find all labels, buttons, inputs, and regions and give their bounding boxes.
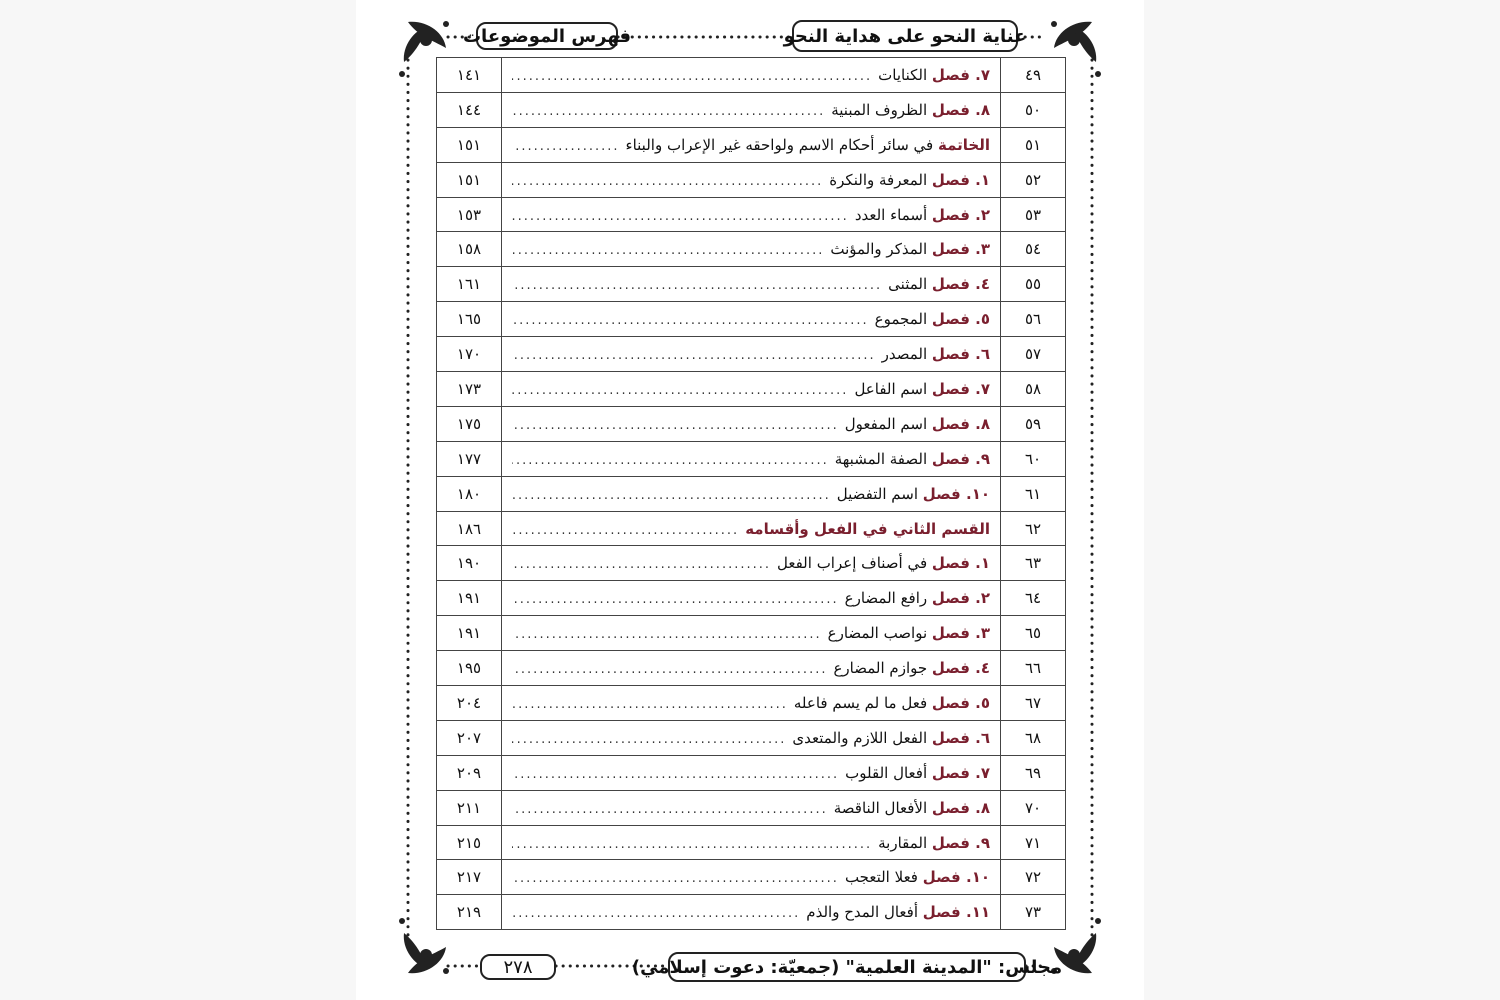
- toc-entry-label: ٥. فصل: [931, 310, 990, 329]
- toc-serial-number: ٥٢: [1001, 162, 1066, 197]
- dot-leader: [512, 732, 786, 747]
- toc-entry-text: المقاربة: [878, 833, 928, 852]
- toc-entry-text: الصفة المشبهة: [834, 449, 928, 468]
- toc-entry-text: فعل ما لم يسم فاعله: [793, 693, 928, 712]
- toc-entry-text: المثنى: [888, 275, 928, 294]
- toc-page-number: ١٨٦: [437, 511, 502, 546]
- toc-page-number: ١٦٥: [437, 302, 502, 337]
- toc-serial-number: ٥١: [1001, 127, 1066, 162]
- toc-serial-number: ٥٨: [1001, 372, 1066, 407]
- toc-page-number: ١٩١: [437, 581, 502, 616]
- toc-serial-number: ٦٠: [1001, 441, 1066, 476]
- toc-row: [437, 720, 1066, 755]
- toc-entry-label: ١٠. فصل: [922, 484, 990, 503]
- section-title: فهرس الموضوعات: [462, 25, 632, 47]
- toc-entry: [502, 546, 1001, 581]
- toc-row: [437, 92, 1066, 127]
- toc-entry: [502, 651, 1001, 686]
- toc-row: [437, 616, 1066, 651]
- dot-leader: [512, 278, 882, 293]
- book-title: عناية النحو على هداية النحو: [783, 25, 1027, 47]
- dot-leader: [512, 837, 872, 852]
- toc-page-number: ٢١٧: [437, 860, 502, 895]
- toc-entry-text: الكنايات: [878, 65, 928, 84]
- toc-row: [437, 302, 1066, 337]
- dot-leader: [512, 69, 872, 84]
- toc-page-number: ٢١١: [437, 790, 502, 825]
- toc-page-number: ١٤١: [437, 58, 502, 93]
- toc-row: [437, 127, 1066, 162]
- toc-serial-number: ٧١: [1001, 825, 1066, 860]
- dot-leader: [512, 662, 827, 677]
- toc-page-number: ١٧٥: [437, 406, 502, 441]
- toc-serial-number: ٦٨: [1001, 720, 1066, 755]
- page-number: ٢٧٨: [503, 956, 533, 978]
- toc-entry-label: ٦. فصل: [931, 728, 990, 747]
- toc-entry: [502, 860, 1001, 895]
- toc-row: [437, 162, 1066, 197]
- toc-entry: [502, 790, 1001, 825]
- toc-page-number: ١٨٠: [437, 476, 502, 511]
- toc-entry-label: ١. فصل: [931, 170, 990, 189]
- toc-row: [437, 441, 1066, 476]
- toc-entry: [502, 511, 1001, 546]
- toc-entry: [502, 372, 1001, 407]
- toc-row: [437, 686, 1066, 721]
- toc-serial-number: ٥٥: [1001, 267, 1066, 302]
- dot-leader: [512, 313, 869, 328]
- toc-entry-text: جوازم المضارع: [833, 659, 928, 678]
- toc-entry: [502, 825, 1001, 860]
- toc-serial-number: ٥٩: [1001, 406, 1066, 441]
- toc-entry-text: رافع المضارع: [844, 589, 928, 608]
- dot-leader: [512, 523, 739, 538]
- toc-entry: [502, 476, 1001, 511]
- toc-entry: [502, 58, 1001, 93]
- toc-serial-number: ٦٩: [1001, 755, 1066, 790]
- dot-leader: [512, 418, 839, 433]
- toc-row: [437, 895, 1066, 930]
- toc-entry-label: ٧. فصل: [931, 379, 990, 398]
- toc-entry-label: الخاتمة: [937, 135, 990, 154]
- dot-leader: [512, 348, 876, 363]
- toc-entry-text: المصدر: [881, 345, 928, 364]
- toc-row: [437, 511, 1066, 546]
- toc-row: [437, 372, 1066, 407]
- toc-page-number: ٢٠٩: [437, 755, 502, 790]
- dot-leader: [512, 243, 824, 258]
- toc-entry-text: فعلا التعجب: [844, 868, 918, 887]
- toc-entry: [502, 720, 1001, 755]
- dot-leader: [512, 627, 822, 642]
- dot-leader: [512, 139, 620, 154]
- toc-serial-number: ٥٦: [1001, 302, 1066, 337]
- dot-leader: [512, 453, 829, 468]
- toc-entry-label: القسم الثاني في الفعل وأقسامه: [745, 519, 990, 538]
- toc-entry-text: اسم التفضيل: [836, 484, 918, 503]
- section-title-box: [462, 22, 632, 50]
- toc-serial-number: ٤٩: [1001, 58, 1066, 93]
- toc-row: [437, 197, 1066, 232]
- toc-entry-label: ٨. فصل: [931, 414, 990, 433]
- toc-entry-label: ٧. فصل: [931, 65, 990, 84]
- dot-leader: [512, 592, 839, 607]
- toc-serial-number: ٦٢: [1001, 511, 1066, 546]
- toc-row: [437, 825, 1066, 860]
- book-title-box: [783, 20, 1027, 52]
- toc-row: [437, 267, 1066, 302]
- toc-entry-label: ٨. فصل: [931, 798, 990, 817]
- toc-page-number: ١٥٨: [437, 232, 502, 267]
- toc-serial-number: ٦١: [1001, 476, 1066, 511]
- toc-entry: [502, 686, 1001, 721]
- toc-entry: [502, 406, 1001, 441]
- toc-serial-number: ٥٤: [1001, 232, 1066, 267]
- toc-entry-text: أسماء العدد: [854, 205, 928, 224]
- toc-entry-text: أفعال المدح والذم: [806, 903, 918, 922]
- publisher-box: [631, 952, 1063, 982]
- toc-entry: [502, 197, 1001, 232]
- toc-entry-label: ١٠. فصل: [922, 868, 990, 887]
- document-page: [356, 0, 1144, 1000]
- toc-entry-text: المعرفة والنكرة: [829, 170, 928, 189]
- toc-page-number: ١٥١: [437, 127, 502, 162]
- toc-entry-label: ٩. فصل: [931, 449, 990, 468]
- toc-entry-label: ٤. فصل: [931, 659, 990, 678]
- dot-leader: [512, 104, 825, 119]
- toc-page-number: ٢٠٤: [437, 686, 502, 721]
- toc-entry-label: ٢. فصل: [931, 589, 990, 608]
- toc-entry-label: ٤. فصل: [931, 275, 990, 294]
- toc-page-number: ١٦١: [437, 267, 502, 302]
- toc-serial-number: ٥٠: [1001, 92, 1066, 127]
- toc-entry-label: ٥. فصل: [931, 693, 990, 712]
- toc-page-number: ١٩٠: [437, 546, 502, 581]
- dot-leader: [512, 906, 800, 921]
- toc-serial-number: ٧٢: [1001, 860, 1066, 895]
- toc-page-number: ١٥١: [437, 162, 502, 197]
- toc-entry: [502, 581, 1001, 616]
- toc-entry-text: الظروف المبنية: [831, 100, 928, 119]
- toc-table: [436, 57, 1066, 930]
- toc-entry-text: نواصب المضارع: [827, 624, 928, 643]
- toc-entry: [502, 616, 1001, 651]
- toc-page-number: ١٩٥: [437, 651, 502, 686]
- toc-page-number: ١٤٤: [437, 92, 502, 127]
- toc-entry-label: ٨. فصل: [931, 100, 990, 119]
- toc-serial-number: ٥٣: [1001, 197, 1066, 232]
- toc-row: [437, 546, 1066, 581]
- dot-leader: [512, 557, 771, 572]
- toc-page-number: ١٧٧: [437, 441, 502, 476]
- toc-entry: [502, 895, 1001, 930]
- toc-serial-number: ٦٤: [1001, 581, 1066, 616]
- toc-entry-text: المجموع: [874, 310, 928, 329]
- dot-leader: [512, 697, 788, 712]
- toc-serial-number: ٦٦: [1001, 651, 1066, 686]
- dot-leader: [512, 174, 823, 189]
- toc-entry: [502, 162, 1001, 197]
- toc-entry-text: في أصناف إعراب الفعل: [777, 554, 928, 573]
- toc-entry: [502, 232, 1001, 267]
- toc-serial-number: ٦٣: [1001, 546, 1066, 581]
- dot-leader: [512, 802, 828, 817]
- dot-leader: [512, 209, 849, 224]
- dot-leader: [512, 871, 839, 886]
- toc-page-number: ١٧٠: [437, 337, 502, 372]
- toc-entry: [502, 267, 1001, 302]
- toc-serial-number: ٧٣: [1001, 895, 1066, 930]
- toc-entry: [502, 755, 1001, 790]
- toc-page-number: ٢١٥: [437, 825, 502, 860]
- toc-entry-label: ٣. فصل: [931, 624, 990, 643]
- toc-entry: [502, 92, 1001, 127]
- toc-entry-text: الفعل اللازم والمتعدى: [792, 728, 928, 747]
- page-number-box: [480, 954, 556, 980]
- toc-entry-text: اسم المفعول: [844, 414, 928, 433]
- toc-serial-number: ٦٥: [1001, 616, 1066, 651]
- toc-page-number: ٢٠٧: [437, 720, 502, 755]
- toc-entry-label: ٩. فصل: [931, 833, 990, 852]
- toc-entry-label: ٧. فصل: [931, 763, 990, 782]
- toc-entry-label: ١. فصل: [931, 554, 990, 573]
- toc-entry-text: المذكر والمؤنث: [830, 240, 928, 259]
- toc-entry-label: ٦. فصل: [931, 345, 990, 364]
- toc-page-number: ٢١٩: [437, 895, 502, 930]
- dot-leader: [512, 488, 831, 503]
- toc-page-number: ١٧٣: [437, 372, 502, 407]
- toc-row: [437, 476, 1066, 511]
- toc-row: [437, 58, 1066, 93]
- toc-row: [437, 755, 1066, 790]
- toc-serial-number: ٦٧: [1001, 686, 1066, 721]
- toc-row: [437, 651, 1066, 686]
- toc-entry: [502, 441, 1001, 476]
- toc-row: [437, 581, 1066, 616]
- toc-entry-text: الأفعال الناقصة: [833, 798, 928, 817]
- toc-page-number: ١٩١: [437, 616, 502, 651]
- dot-leader: [512, 383, 848, 398]
- toc-entry-label: ٣. فصل: [931, 240, 990, 259]
- toc-entry: [502, 302, 1001, 337]
- toc-entry-text: في سائر أحكام الاسم ولواحقه غير الإعراب والبناء: [625, 135, 934, 154]
- toc-entry-label: ٢. فصل: [931, 205, 990, 224]
- toc-row: [437, 860, 1066, 895]
- toc-row: [437, 232, 1066, 267]
- toc-entry: [502, 127, 1001, 162]
- publisher-name: مجلس: "المدينة العلمية" (جمعيّة: دعوت إسلامي): [631, 956, 1063, 978]
- toc-entry-label: ١١. فصل: [922, 903, 990, 922]
- toc-entry-text: أفعال القلوب: [845, 763, 928, 782]
- dot-leader: [512, 767, 839, 782]
- toc-entry-text: اسم الفاعل: [854, 379, 928, 398]
- toc-row: [437, 406, 1066, 441]
- toc-entry: [502, 337, 1001, 372]
- toc-page-number: ١٥٣: [437, 197, 502, 232]
- toc-row: [437, 337, 1066, 372]
- toc-row: [437, 790, 1066, 825]
- toc-serial-number: ٥٧: [1001, 337, 1066, 372]
- toc-serial-number: ٧٠: [1001, 790, 1066, 825]
